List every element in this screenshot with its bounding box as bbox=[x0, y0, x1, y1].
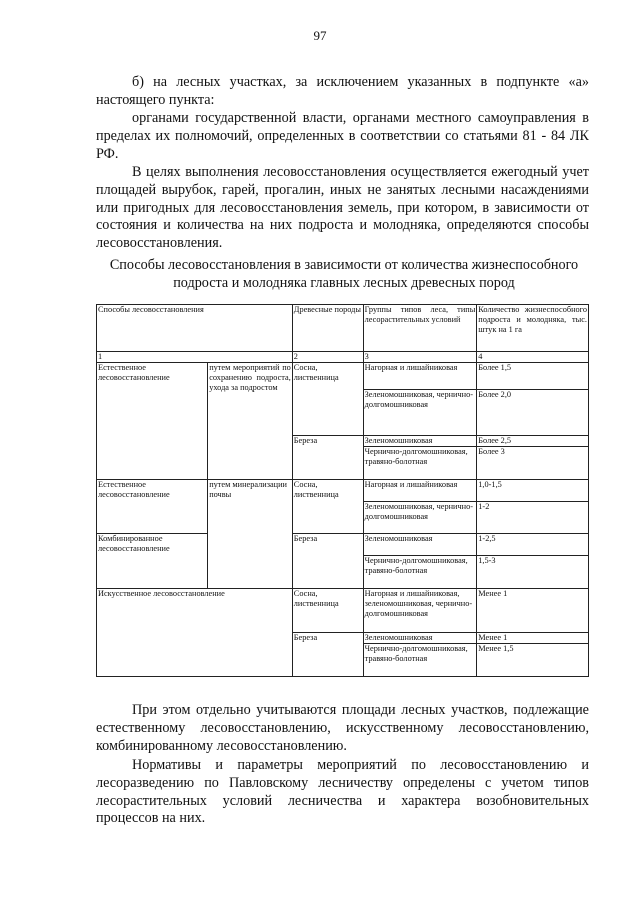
measure-soil-mineralization: путем минерализации почвы bbox=[208, 480, 293, 589]
species-pine-larch: Сосна, лиственница bbox=[292, 363, 363, 436]
paragraph-clause-b: б) на лесных участках, за исключением указанных в подпункте «а» настоящего пункта: bbox=[96, 74, 589, 108]
header-quantity: Количество жизнеспособного подроста и молодняка, тыс. штук на 1 га bbox=[477, 305, 589, 352]
quantity-value: 1-2,5 bbox=[477, 534, 589, 556]
table-title: Способы лесовосстановления в зависимости от количества жизнеспособного подроста и молодняка главных лесных древесных пород bbox=[109, 257, 579, 291]
quantity-value: 1,5-3 bbox=[477, 556, 589, 589]
column-number: 4 bbox=[477, 352, 589, 363]
forest-group: Чернично-долгомошниковая, травяно-болотная bbox=[363, 447, 477, 480]
method-combined: Комбинированное лесовосстановление bbox=[97, 534, 208, 589]
quantity-value: 1-2 bbox=[477, 502, 589, 534]
forest-group: Зеленомошниковая bbox=[363, 436, 477, 447]
species-birch: Береза bbox=[292, 436, 363, 480]
forest-group: Зеленомошниковая, чернично-долгомошниковая bbox=[363, 502, 477, 534]
paragraph-accounting: В целях выполнения лесовосстановления осуществляется ежегодный учет площадей вырубок, гарей, прогалин, иных не занятых лесными насаждениями или пригодных для лесовосстановления земель, при котором, в зависимости от состояния и количества на них подроста и молодняка, определяются способы лесовосстановления. bbox=[96, 164, 589, 252]
measure-preserve-undergrowth: путем мероприятий по сохранению подроста, ухода за подростом bbox=[208, 363, 293, 480]
forest-group: Зеленомошниковая, чернично-долгомошниковая bbox=[363, 390, 477, 436]
species-birch: Береза bbox=[292, 633, 363, 677]
column-number: 2 bbox=[292, 352, 363, 363]
quantity-value: Более 2,5 bbox=[477, 436, 589, 447]
species-pine-larch: Сосна, лиственница bbox=[292, 589, 363, 633]
species-pine-larch: Сосна, лиственница bbox=[292, 480, 363, 534]
page-number: 97 bbox=[313, 28, 327, 43]
column-number: 3 bbox=[363, 352, 477, 363]
column-number: 1 bbox=[97, 352, 293, 363]
paragraph-authorities: органами государственной власти, органами местного самоуправления в пределах их полномочий, определенных в соответствии со статьями 81 - 84 ЛК РФ. bbox=[96, 110, 589, 162]
header-species: Древесные породы bbox=[292, 305, 363, 352]
quantity-value: Менее 1 bbox=[477, 589, 589, 633]
forest-group: Нагорная и лишайниковая bbox=[363, 480, 477, 502]
quantity-value: Более 3 bbox=[477, 447, 589, 480]
quantity-value: Менее 1,5 bbox=[477, 644, 589, 677]
quantity-value: Более 1,5 bbox=[477, 363, 589, 390]
forest-group: Чернично-долгомошниковая, травяно-болотная bbox=[363, 556, 477, 589]
quantity-value: Более 2,0 bbox=[477, 390, 589, 436]
paragraph-norms: Нормативы и параметры мероприятий по лесовосстановлению и лесоразведению по Павловскому лесничеству определены с учетом типов лесорастительных условий лесничества и характера возобновительных процессов на них. bbox=[96, 757, 589, 827]
method-natural: Естественное лесовосстановление bbox=[97, 480, 208, 534]
forest-group: Зеленомошниковая bbox=[363, 633, 477, 644]
forest-group: Зеленомошниковая bbox=[363, 534, 477, 556]
header-forest-groups: Группы типов леса, типы лесорастительных условий bbox=[363, 305, 477, 352]
method-natural: Естественное лесовосстановление bbox=[97, 363, 208, 480]
species-birch: Береза bbox=[292, 534, 363, 589]
forest-group: Нагорная и лишайниковая bbox=[363, 363, 477, 390]
paragraph-separate-accounting: При этом отдельно учитываются площади лесных участков, подлежащие естественному лесовосстановлению, искусственному лесовосстановлению, комбинированному лесовосстановлению. bbox=[96, 702, 589, 754]
method-artificial: Искусственное лесовосстановление bbox=[97, 589, 293, 677]
reforestation-methods-table bbox=[96, 304, 589, 677]
forest-group: Чернично-долгомошниковая, травяно-болотная bbox=[363, 644, 477, 677]
quantity-value: 1,0-1,5 bbox=[477, 480, 589, 502]
forest-group: Нагорная и лишайниковая, зеленомошниковая, чернично-долгомошниковая bbox=[363, 589, 477, 633]
header-methods: Способы лесовосстановления bbox=[97, 305, 293, 352]
quantity-value: Менее 1 bbox=[477, 633, 589, 644]
